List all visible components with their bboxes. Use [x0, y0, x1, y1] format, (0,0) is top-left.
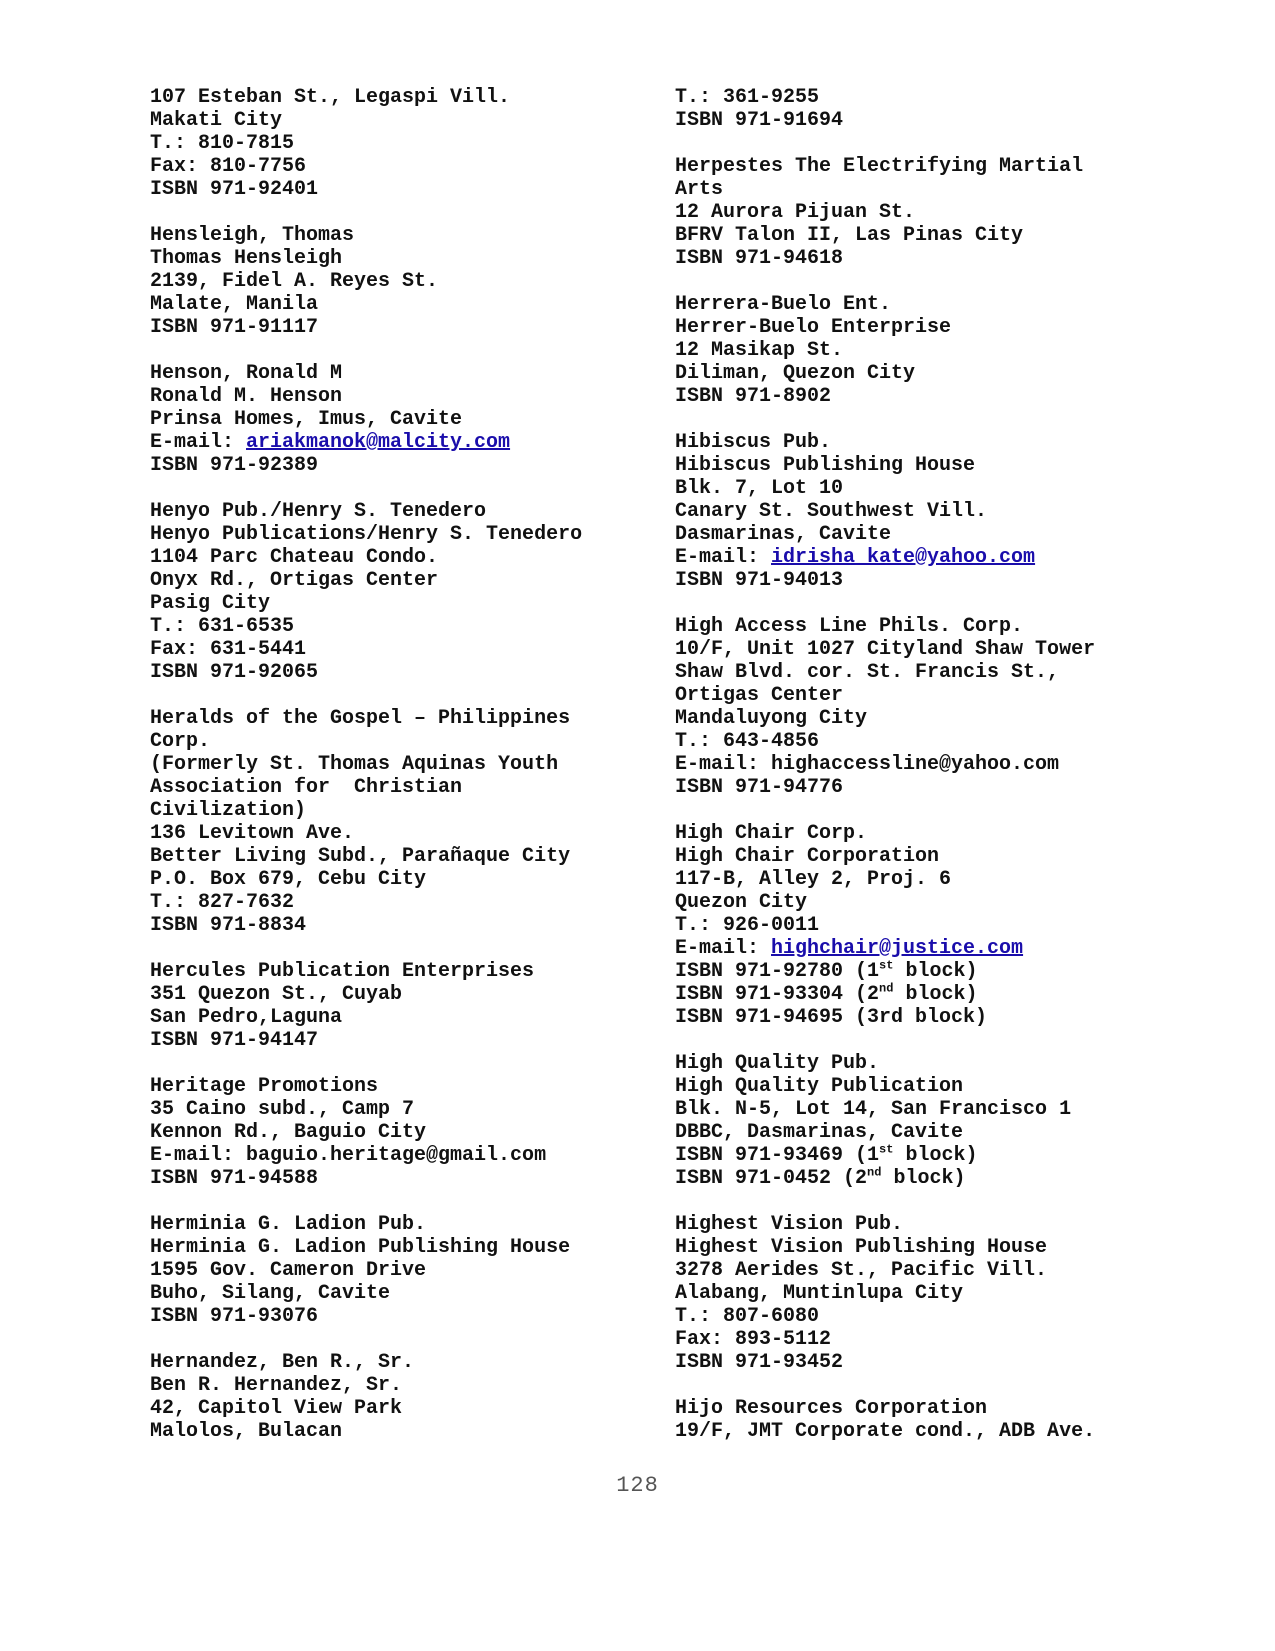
entry-text: ISBN 971-91117 [150, 316, 319, 339]
entry-line [150, 1397, 620, 1420]
entry-text: Canary St. Southwest Vill. [675, 500, 988, 523]
entry-text: Hibiscus Pub. [675, 431, 832, 454]
entry-line [675, 1167, 1145, 1190]
entry-line [675, 1236, 1145, 1259]
entry-text: High Chair Corp. [675, 822, 868, 845]
entry-line [150, 546, 620, 569]
entry-text: Thomas Hensleigh [150, 247, 343, 270]
entry-line [675, 339, 1145, 362]
entry-line [150, 109, 620, 132]
left-column [150, 86, 620, 1466]
entry-text: P.O. Box 679, Cebu City [150, 868, 427, 891]
entry-text: ISBN 971-94013 [675, 569, 844, 592]
entry-text: ISBN 971-92780 (1 [675, 960, 880, 983]
entry-text-suffix: block) [893, 960, 978, 983]
directory-entry [150, 500, 620, 684]
entry-text: Ronald M. Henson [150, 385, 343, 408]
entry-line [675, 868, 1145, 891]
entry-line [150, 1006, 620, 1029]
entry-text: T.: 827-7632 [150, 891, 295, 914]
entry-text: Buho, Silang, Cavite [150, 1282, 391, 1305]
entry-line [150, 983, 620, 1006]
entry-text: T.: 926-0011 [675, 914, 820, 937]
directory-entry [675, 86, 1145, 132]
entry-line [675, 1144, 1145, 1167]
entry-line [675, 500, 1145, 523]
entry-text: Association for Christian [150, 776, 463, 799]
entry-line [150, 454, 620, 477]
entry-line [150, 1098, 620, 1121]
entry-line [150, 1213, 620, 1236]
entry-line [675, 293, 1145, 316]
entry-text: Blk. N-5, Lot 14, San Francisco 1 [675, 1098, 1072, 1121]
entry-text: Fax: 893-5112 [675, 1328, 832, 1351]
entry-line [150, 224, 620, 247]
entry-text: E-mail: [150, 431, 247, 454]
directory-entry [675, 431, 1145, 592]
entry-text: E-mail: baguio.heritage@gmail.com [150, 1144, 547, 1167]
email-link[interactable]: ariakmanok@malcity.com [246, 431, 511, 454]
entry-line [675, 661, 1145, 684]
entry-line [150, 1420, 620, 1443]
entry-line [150, 1236, 620, 1259]
entry-text: Heritage Promotions [150, 1075, 379, 1098]
directory-entry [150, 86, 620, 201]
entry-text: ISBN 971-93304 (2 [675, 983, 880, 1006]
entry-text: Prinsa Homes, Imus, Cavite [150, 408, 463, 431]
entry-text: BFRV Talon II, Las Pinas City [675, 224, 1024, 247]
entry-line [675, 178, 1145, 201]
entry-line [150, 431, 620, 454]
entry-text: High Quality Pub. [675, 1052, 880, 1075]
entry-text: 107 Esteban St., Legaspi Vill. [150, 86, 511, 109]
entry-text: T.: 361-9255 [675, 86, 820, 109]
entry-text: Herminia G. Ladion Publishing House [150, 1236, 571, 1259]
entry-text: Malolos, Bulacan [150, 1420, 343, 1443]
entry-text: 10/F, Unit 1027 Cityland Shaw Tower [675, 638, 1096, 661]
entry-text-suffix: block) [893, 983, 978, 1006]
entry-text: Henyo Pub./Henry S. Tenedero [150, 500, 487, 523]
entry-line [150, 523, 620, 546]
entry-text: ISBN 971-8834 [150, 914, 307, 937]
entry-text: Herminia G. Ladion Pub. [150, 1213, 427, 1236]
entry-text: 19/F, JMT Corporate cond., ADB Ave. [675, 1420, 1096, 1443]
directory-entry [675, 1213, 1145, 1374]
entry-text: Kennon Rd., Baguio City [150, 1121, 427, 1144]
entry-text: Civilization) [150, 799, 307, 822]
entry-line [150, 155, 620, 178]
entry-text: Better Living Subd., Parañaque City [150, 845, 571, 868]
entry-line [675, 615, 1145, 638]
entry-text: Fax: 631-5441 [150, 638, 307, 661]
entry-line [675, 523, 1145, 546]
entry-text: 1595 Gov. Cameron Drive [150, 1259, 427, 1282]
entry-text: Alabang, Muntinlupa City [675, 1282, 964, 1305]
entry-text: 42, Capitol View Park [150, 1397, 403, 1420]
entry-text: ISBN 971-93452 [675, 1351, 844, 1374]
directory-entry [150, 224, 620, 339]
email-link[interactable]: highchair@justice.com [771, 937, 1024, 960]
entry-line [675, 569, 1145, 592]
entry-text: 136 Levitown Ave. [150, 822, 355, 845]
entry-line [675, 155, 1145, 178]
entry-line [150, 500, 620, 523]
entry-text: T.: 810-7815 [150, 132, 295, 155]
entry-line [675, 937, 1145, 960]
entry-line [675, 454, 1145, 477]
entry-text: ISBN 971-0452 (2 [675, 1167, 868, 1190]
entry-line [675, 1098, 1145, 1121]
entry-text: ISBN 971-94695 (3rd block) [675, 1006, 988, 1029]
entry-line [675, 431, 1145, 454]
entry-line [675, 1075, 1145, 1098]
entry-text: ISBN 971-94776 [675, 776, 844, 799]
entry-line [150, 132, 620, 155]
entry-text-suffix: block) [881, 1167, 966, 1190]
entry-text: 12 Aurora Pijuan St. [675, 201, 916, 224]
entry-text: ISBN 971-94147 [150, 1029, 319, 1052]
entry-line [150, 638, 620, 661]
directory-entry [150, 707, 620, 937]
entry-line [150, 1029, 620, 1052]
entry-line [675, 914, 1145, 937]
entry-line [675, 1121, 1145, 1144]
entry-text: Herrer-Buelo Enterprise [675, 316, 952, 339]
entry-line [150, 799, 620, 822]
directory-entry [675, 155, 1145, 270]
entry-text: Arts [675, 178, 724, 201]
entry-line [675, 1305, 1145, 1328]
entry-line [675, 1259, 1145, 1282]
entry-line [675, 845, 1145, 868]
entry-text: T.: 631-6535 [150, 615, 295, 638]
entry-text: 351 Quezon St., Cuyab [150, 983, 403, 1006]
entry-text: ISBN 971-91694 [675, 109, 844, 132]
entry-text: (Formerly St. Thomas Aquinas Youth [150, 753, 559, 776]
entry-text: T.: 643-4856 [675, 730, 820, 753]
ordinal-suffix: st [879, 958, 894, 973]
entry-line [150, 362, 620, 385]
entry-line [675, 983, 1145, 1006]
entry-line [150, 822, 620, 845]
entry-line [675, 776, 1145, 799]
right-column [675, 86, 1145, 1466]
ordinal-suffix: nd [867, 1165, 882, 1180]
entry-text-suffix: block) [893, 1144, 978, 1167]
entry-text: DBBC, Dasmarinas, Cavite [675, 1121, 964, 1144]
entry-line [150, 86, 620, 109]
directory-entry [675, 1397, 1145, 1443]
directory-entry [675, 1052, 1145, 1190]
entry-text: Corp. [150, 730, 211, 753]
entry-text: Highest Vision Publishing House [675, 1236, 1048, 1259]
entry-line [675, 224, 1145, 247]
entry-line [150, 1282, 620, 1305]
entry-line [150, 615, 620, 638]
directory-entry [675, 822, 1145, 1029]
entry-line [150, 1305, 620, 1328]
entry-line [150, 1374, 620, 1397]
entry-text: ISBN 971-93076 [150, 1305, 319, 1328]
entry-text: Henyo Publications/Henry S. Tenedero [150, 523, 583, 546]
entry-text: T.: 807-6080 [675, 1305, 820, 1328]
entry-line [675, 730, 1145, 753]
entry-line [150, 178, 620, 201]
entry-text: 1104 Parc Chateau Condo. [150, 546, 439, 569]
ordinal-suffix: st [879, 1142, 894, 1157]
entry-text: Shaw Blvd. cor. St. Francis St., [675, 661, 1060, 684]
entry-line [675, 960, 1145, 983]
entry-line [675, 385, 1145, 408]
entry-line [150, 753, 620, 776]
entry-text: Blk. 7, Lot 10 [675, 477, 844, 500]
entry-line [150, 1144, 620, 1167]
entry-line [675, 822, 1145, 845]
entry-text: Mandaluyong City [675, 707, 868, 730]
entry-text: Quezon City [675, 891, 808, 914]
entry-text: 117-B, Alley 2, Proj. 6 [675, 868, 952, 891]
entry-line [150, 868, 620, 891]
entry-line [675, 684, 1145, 707]
entry-text: Dasmarinas, Cavite [675, 523, 892, 546]
entry-line [150, 1351, 620, 1374]
entry-line [675, 1397, 1145, 1420]
entry-line [150, 385, 620, 408]
entry-text: ISBN 971-94618 [675, 247, 844, 270]
entry-text: High Chair Corporation [675, 845, 940, 868]
entry-text: Ben R. Hernandez, Sr. [150, 1374, 403, 1397]
entry-text: Henson, Ronald M [150, 362, 343, 385]
entry-text: 3278 Aerides St., Pacific Vill. [675, 1259, 1048, 1282]
entry-text: Herpestes The Electrifying Martial [675, 155, 1084, 178]
entry-text: High Quality Publication [675, 1075, 964, 1098]
entry-text: Pasig City [150, 592, 271, 615]
entry-line [675, 1351, 1145, 1374]
directory-entry [675, 293, 1145, 408]
directory-entry [150, 1075, 620, 1190]
entry-line [675, 201, 1145, 224]
directory-entry [675, 615, 1145, 799]
entry-text: ISBN 971-92401 [150, 178, 319, 201]
entry-text: ISBN 971-93469 (1 [675, 1144, 880, 1167]
directory-entry [150, 1351, 620, 1443]
entry-line [150, 730, 620, 753]
entry-line [675, 86, 1145, 109]
entry-line [150, 845, 620, 868]
entry-text: Hensleigh, Thomas [150, 224, 355, 247]
entry-text: Highest Vision Pub. [675, 1213, 904, 1236]
entry-line [150, 914, 620, 937]
entry-text: ISBN 971-92389 [150, 454, 319, 477]
entry-line [150, 569, 620, 592]
entry-line [675, 477, 1145, 500]
entry-text: Hibiscus Publishing House [675, 454, 976, 477]
entry-text: Diliman, Quezon City [675, 362, 916, 385]
entry-line [150, 1075, 620, 1098]
entry-text: 35 Caino subd., Camp 7 [150, 1098, 415, 1121]
entry-text: Makati City [150, 109, 283, 132]
entry-line [150, 891, 620, 914]
entry-line [675, 109, 1145, 132]
directory-entry [150, 362, 620, 477]
entry-text: ISBN 971-94588 [150, 1167, 319, 1190]
entry-text: Hijo Resources Corporation [675, 1397, 988, 1420]
entry-text: Ortigas Center [675, 684, 844, 707]
entry-text: 12 Masikap St. [675, 339, 844, 362]
entry-line [675, 546, 1145, 569]
entry-text: Hercules Publication Enterprises [150, 960, 535, 983]
entry-line [150, 1167, 620, 1190]
entry-line [150, 707, 620, 730]
entry-text: E-mail: highaccessline@yahoo.com [675, 753, 1060, 776]
email-link[interactable]: idrisha_kate@yahoo.com [771, 546, 1036, 569]
entry-text: E-mail: [675, 937, 772, 960]
entry-text: San Pedro,Laguna [150, 1006, 343, 1029]
entry-text: High Access Line Phils. Corp. [675, 615, 1024, 638]
entry-text: Herrera-Buelo Ent. [675, 293, 892, 316]
entry-line [150, 270, 620, 293]
entry-line [675, 1006, 1145, 1029]
page-number: 128 [616, 1473, 659, 1498]
entry-line [150, 293, 620, 316]
entry-line [675, 1052, 1145, 1075]
entry-line [675, 1328, 1145, 1351]
entry-text: 2139, Fidel A. Reyes St. [150, 270, 439, 293]
entry-text: E-mail: [675, 546, 772, 569]
entry-line [675, 707, 1145, 730]
entry-line [675, 362, 1145, 385]
entry-line [150, 1259, 620, 1282]
entry-line [150, 776, 620, 799]
entry-line [675, 1282, 1145, 1305]
entry-text: Fax: 810-7756 [150, 155, 307, 178]
entry-line [675, 1213, 1145, 1236]
entry-line [675, 638, 1145, 661]
entry-text: ISBN 971-8902 [675, 385, 832, 408]
entry-line [150, 661, 620, 684]
entry-text: Malate, Manila [150, 293, 319, 316]
entry-line [150, 960, 620, 983]
entry-line [675, 753, 1145, 776]
entry-line [675, 1420, 1145, 1443]
directory-entry [150, 960, 620, 1052]
entry-text: Onyx Rd., Ortigas Center [150, 569, 439, 592]
entry-line [150, 247, 620, 270]
entry-line [150, 408, 620, 431]
entry-line [675, 891, 1145, 914]
entry-text: Heralds of the Gospel – Philippines [150, 707, 571, 730]
entry-line [150, 316, 620, 339]
entry-line [150, 1121, 620, 1144]
entry-text: Hernandez, Ben R., Sr. [150, 1351, 415, 1374]
entry-line [150, 592, 620, 615]
directory-entry [150, 1213, 620, 1328]
entry-line [675, 247, 1145, 270]
entry-text: ISBN 971-92065 [150, 661, 319, 684]
ordinal-suffix: nd [879, 981, 894, 996]
entry-line [675, 316, 1145, 339]
